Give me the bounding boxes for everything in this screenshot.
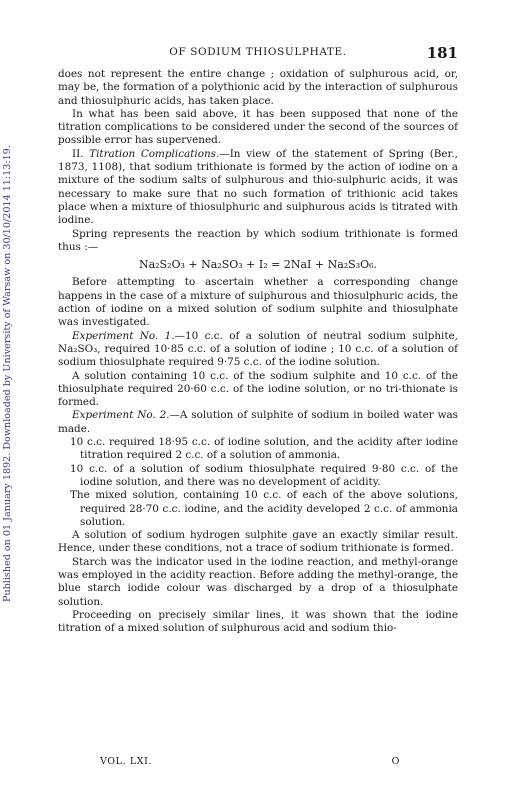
paragraph	[58, 330, 458, 370]
article-body	[58, 68, 458, 635]
section-number: II.	[72, 147, 84, 160]
page-number: 181	[426, 44, 458, 62]
paragraph: A solution of sodium hydrogen sulphite gave an exactly similar result. Hence, under these conditions, not a trace of sodium trithionate is formed.	[58, 529, 458, 555]
page-footer	[100, 756, 400, 770]
experiment-heading: Experiment No. 2.	[72, 409, 170, 422]
running-title: OF SODIUM THIOSULPHATE.	[169, 46, 347, 58]
paragraph-text: —10 c.c. of a solution of neutral sodium sulphite, Na₂SO₃, required 10·85 c.c. of a solution of iodine ; 10 c.c. of a solution of sodium thiosulphate required 9·75 c.c. of the iodine solution.	[58, 329, 458, 369]
paragraph: In what has been said above, it has been supposed that none of the titration complications to be considered under the second of the sources of possible error has supervened.	[58, 107, 458, 147]
result-item: 10 c.c. required 18·95 c.c. of iodine solution, and the acidity after iodine titration required 2 c.c. of a solution of ammonia.	[70, 436, 458, 462]
heading-dash: —	[219, 147, 230, 160]
download-watermark: Published on 01 January 1892. Downloaded by University of Warsaw on 30/10/2014 11:13:19.	[2, 145, 13, 602]
paragraph: Spring represents the reaction by which sodium trithionate is formed thus :—	[58, 227, 458, 253]
experiment-heading: Experiment No. 1.	[72, 329, 175, 342]
paragraph	[58, 148, 458, 228]
paragraph: Before attempting to ascertain whether a corresponding change happens in the case of a mixture of sulphurous and thiosulphuric acids, the action of iodine on a mixed solution of sodium sulphite and thiosulphate was investigated.	[58, 276, 458, 329]
paragraph-text: —A solution of sulphite of sodium in boiled water was made.	[58, 409, 458, 435]
paragraph: A solution containing 10 c.c. of the sodium sulphite and 10 c.c. of the thiosulphate required 20·60 c.c. of the iodine solution, or no tri-thionate is formed.	[58, 369, 458, 409]
paragraph-text: In view of the statement of Spring (Ber., 1873, 1108), that sodium trithionate is formed by the action of iodine on a mixture of the sodium salts of sulphurous and thio-sulphuric acids, it was necessary to make sure that no such formation of trithionic acid takes place when a mixture of thiosulphuric and sulphurous acids is titrated with iodine.	[58, 147, 458, 227]
paragraph: Starch was the indicator used in the iodine reaction, and methyl-orange was employed in the acidity reaction. Before adding the methyl-orange, the blue starch iodide colour was discharged by a drop of a thiosulphate solution.	[58, 555, 458, 608]
paragraph	[58, 409, 458, 436]
page-header	[58, 44, 458, 60]
chemical-equation: Na₂S₂O₃ + Na₂SO₃ + I₂ = 2NaI + Na₂S₃O₆.	[138, 258, 378, 272]
paragraph: Proceeding on precisely similar lines, it was shown that the iodine titration of a mixed solution of sulphurous acid and sodium thio-	[58, 608, 458, 635]
result-item: The mixed solution, containing 10 c.c. of each of the above solutions, required 28·70 c.c. iodine, and the acidity developed 2 c.c. of ammonia solution.	[70, 489, 458, 528]
volume-label: VOL. LXI.	[100, 756, 153, 767]
paragraph: does not represent the entire change ; oxidation of sulphurous acid, or, may be, the formation of a polythionic acid by the interaction of sulphurous and thiosulphuric acids, has taken place.	[58, 68, 458, 107]
result-item: 10 c.c. of a solution of sodium thiosulphate required 9·80 c.c. of the iodine solution, and there was no development of acidity.	[70, 462, 458, 488]
section-heading: Titration Complications.	[89, 147, 220, 160]
signature-mark: O	[391, 756, 400, 767]
